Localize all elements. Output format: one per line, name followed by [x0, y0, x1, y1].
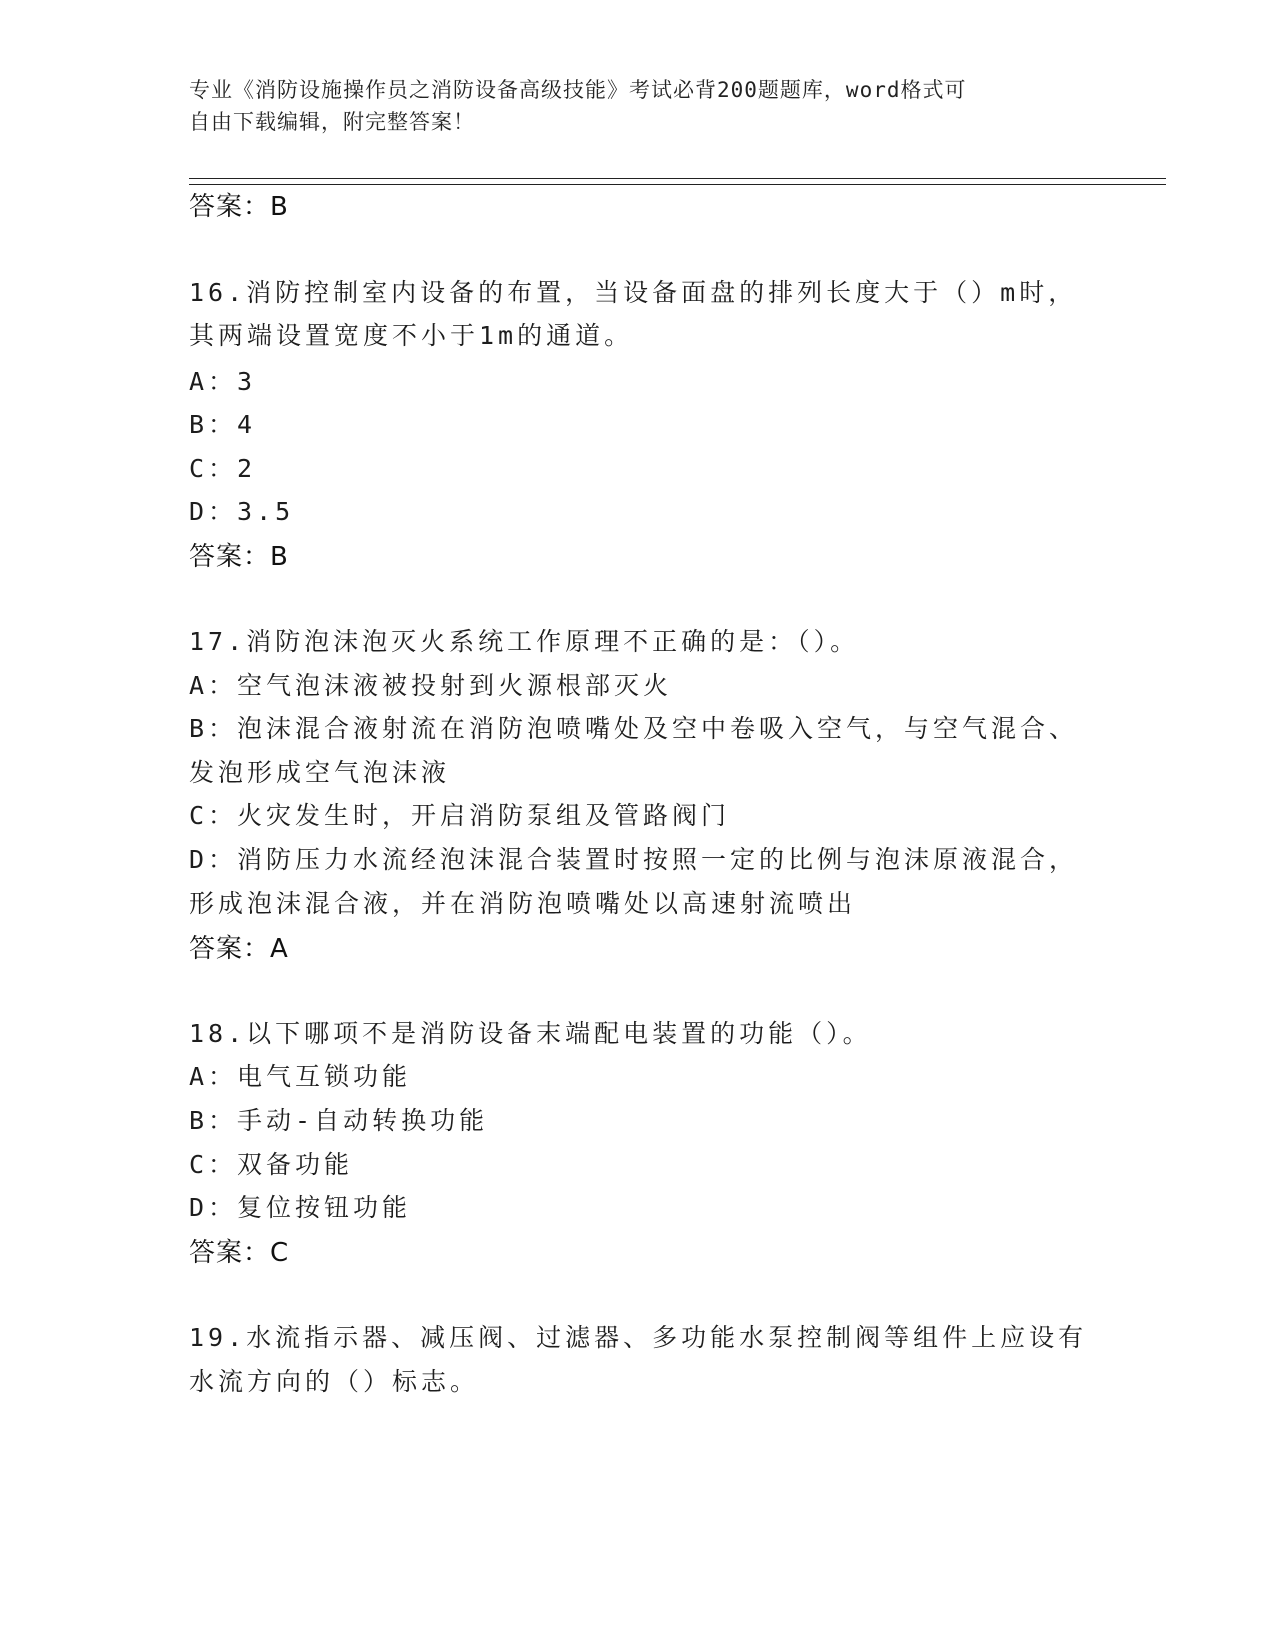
document-header — [189, 74, 1089, 138]
header-divider-secondary — [189, 184, 1166, 185]
question-18-option-b: B：手动-自动转换功能 — [189, 1106, 489, 1135]
question-17-option-b-continued: 发泡形成空气泡沫液 — [189, 758, 451, 787]
question-16-stem-line-2: 其两端设置宽度不小于1m的通道。 — [189, 321, 634, 350]
question-17-option-d: D：消防压力水流经泡沫混合装置时按照一定的比例与泡沫原液混合， — [189, 845, 1079, 874]
question-19-stem-line-2: 水流方向的（）标志。 — [189, 1367, 480, 1396]
question-19-stem-line-1: 19.水流指示器、减压阀、过滤器、多功能水泵控制阀等组件上应设有 — [189, 1323, 1088, 1352]
header-line-2: 自由下载编辑，附完整答案！ — [189, 110, 475, 134]
question-17-answer: 答案：A — [189, 934, 289, 964]
question-17-option-b: B：泡沫混合液射流在消防泡喷嘴处及空中卷吸入空气，与空气混合、 — [189, 714, 1079, 743]
question-17-option-d-continued: 形成泡沫混合液，并在消防泡喷嘴处以高速射流喷出 — [189, 889, 857, 918]
question-16-answer: 答案：B — [189, 542, 289, 572]
answer-line: 答案：B — [189, 192, 289, 222]
header-line-1: 专业《消防设施操作员之消防设备高级技能》考试必背200题题库，word格式可 — [189, 78, 967, 102]
question-18-option-c: C：双备功能 — [189, 1150, 354, 1179]
question-16-option-c: C：2 — [189, 454, 257, 483]
question-18-option-a: A：电气互锁功能 — [189, 1062, 412, 1091]
question-18-option-d: D：复位按钮功能 — [189, 1193, 412, 1222]
question-16-option-b: B：4 — [189, 410, 257, 439]
question-16-stem-line-1: 16.消防控制室内设备的布置，当设备面盘的排列长度大于（）m时， — [189, 278, 1078, 307]
question-17-stem-line-1: 17.消防泡沫泡灭火系统工作原理不正确的是：（）。 — [189, 627, 860, 656]
question-16-option-a: A：3 — [189, 367, 257, 396]
question-18-answer: 答案：C — [189, 1238, 290, 1268]
header-divider — [189, 178, 1166, 179]
question-17-option-c: C：火灾发生时，开启消防泵组及管路阀门 — [189, 801, 731, 830]
question-17-option-a: A：空气泡沫液被投射到火源根部灭火 — [189, 671, 673, 700]
question-18-stem-line-1: 18.以下哪项不是消防设备末端配电装置的功能（）。 — [189, 1019, 872, 1048]
question-16-option-d: D：3.5 — [189, 497, 295, 526]
